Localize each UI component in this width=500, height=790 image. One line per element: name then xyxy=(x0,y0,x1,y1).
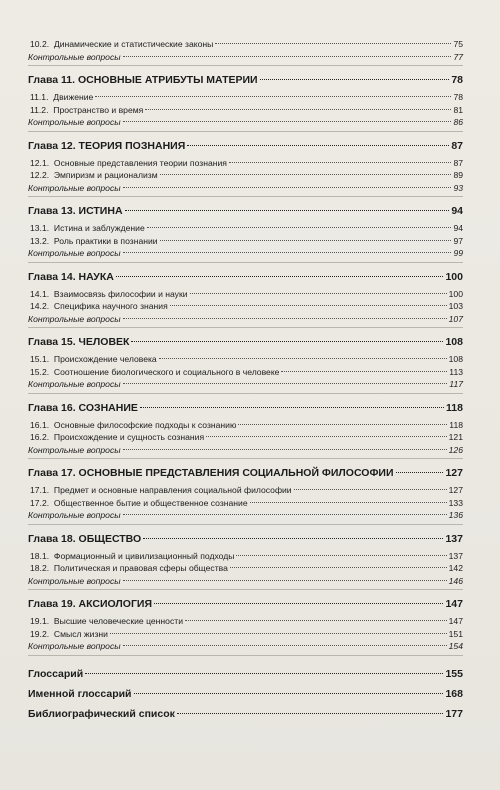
dot-leader xyxy=(160,174,452,175)
page-number: 127 xyxy=(448,485,463,495)
chapter-title: Глава 19. АКСИОЛОГИЯ xyxy=(28,598,152,610)
page-number: 108 xyxy=(445,336,463,348)
page-number: 78 xyxy=(451,74,463,86)
page-number: 118 xyxy=(449,419,463,430)
entry-title: Высшие человеческие ценности xyxy=(53,616,183,626)
entry-title: Политическая и правовая сферы общества xyxy=(53,563,228,573)
entry-number: 16.2. xyxy=(30,432,50,442)
dot-leader xyxy=(95,96,451,97)
toc-control-questions-13 xyxy=(28,247,463,260)
entry-number: 15.1. xyxy=(30,354,50,364)
toc-control-questions-19 xyxy=(28,640,463,653)
dot-leader xyxy=(396,472,444,473)
page-number: 168 xyxy=(445,687,463,700)
toc-chapter-17 xyxy=(28,465,463,481)
dot-leader xyxy=(281,371,447,372)
page-number: 108 xyxy=(448,354,463,364)
dot-leader xyxy=(236,555,446,556)
entry-title: Общественное бытие и общественное сознание xyxy=(53,497,248,508)
page-number: 146 xyxy=(448,575,463,586)
dot-leader xyxy=(190,293,447,294)
divider xyxy=(28,589,463,590)
dot-leader xyxy=(238,424,447,425)
page-number: 126 xyxy=(448,444,463,455)
toc-chapter-12 xyxy=(28,138,463,154)
entry-title: Истина и заблуждение xyxy=(53,223,145,233)
page-number: 87 xyxy=(453,157,463,168)
dot-leader xyxy=(123,187,452,188)
entry-number: 13.1. xyxy=(30,223,50,233)
page-number: 142 xyxy=(448,563,463,573)
dot-leader xyxy=(123,252,452,253)
page-number: 81 xyxy=(453,104,463,115)
dot-leader xyxy=(230,567,447,568)
toc-control-questions-16 xyxy=(28,444,463,457)
page-number: 117 xyxy=(449,379,463,389)
chapter-title: Глава 11. ОСНОВНЫЕ АТРИБУТЫ МАТЕРИИ xyxy=(28,74,258,86)
dot-leader xyxy=(154,603,443,604)
dot-leader xyxy=(143,538,443,539)
dot-leader xyxy=(206,436,447,437)
toc-control-questions-10 xyxy=(28,51,463,64)
page-number: 151 xyxy=(448,628,463,639)
dot-leader xyxy=(116,276,444,277)
toc-entry-16-2 xyxy=(28,431,463,444)
page-number: 97 xyxy=(453,235,463,246)
toc-entry-10-2 xyxy=(28,38,463,51)
divider xyxy=(28,327,463,328)
toc-entry-11-1 xyxy=(28,91,463,104)
dot-leader xyxy=(123,449,447,450)
entry-title: Контрольные вопросы xyxy=(28,510,121,520)
divider xyxy=(28,131,463,132)
entry-number: 10.2. xyxy=(30,39,50,49)
toc-entry-17-2 xyxy=(28,497,463,510)
entry-title: Библиографический список xyxy=(28,707,175,720)
entry-title: Контрольные вопросы xyxy=(28,444,121,455)
page-number: 94 xyxy=(453,223,463,233)
page-number: 154 xyxy=(448,641,463,651)
toc-entry-12-1 xyxy=(28,157,463,170)
dot-leader xyxy=(123,580,447,581)
toc-entry-12-2 xyxy=(28,169,463,182)
dot-leader xyxy=(185,620,447,621)
page-number: 133 xyxy=(448,497,463,508)
page-number: 86 xyxy=(453,117,463,127)
entry-title: Контрольные вопросы xyxy=(28,248,121,258)
page-number: 121 xyxy=(448,432,463,442)
page-number: 75 xyxy=(453,39,463,49)
page-number: 155 xyxy=(445,667,463,680)
dot-leader xyxy=(260,79,450,80)
toc-control-questions-17 xyxy=(28,509,463,522)
dot-leader xyxy=(159,358,447,359)
entry-number: 16.1. xyxy=(30,419,50,430)
page-number: 100 xyxy=(448,288,463,299)
toc-chapter-16 xyxy=(28,400,463,416)
toc-back-matter-3 xyxy=(28,706,463,722)
entry-title: Именной глоссарий xyxy=(28,687,132,700)
page-number: 177 xyxy=(445,707,463,720)
toc-chapter-11 xyxy=(28,72,463,88)
entry-number: 14.1. xyxy=(30,288,50,299)
entry-number: 18.1. xyxy=(30,550,50,561)
entry-title: Контрольные вопросы xyxy=(28,117,121,127)
toc-control-questions-12 xyxy=(28,182,463,195)
entry-title: Основные представления теории познания xyxy=(53,157,227,168)
toc-chapter-15 xyxy=(28,334,463,350)
page-number: 118 xyxy=(446,401,463,414)
page-number: 127 xyxy=(445,467,463,479)
page-number: 147 xyxy=(448,616,463,626)
page-number: 113 xyxy=(449,366,463,377)
entry-number: 15.2. xyxy=(30,366,50,377)
chapter-title: Глава 16. СОЗНАНИЕ xyxy=(28,401,138,414)
dot-leader xyxy=(123,383,448,384)
dot-leader xyxy=(131,341,443,342)
dot-leader xyxy=(123,318,447,319)
entry-title: Соотношение биологического и социального в человеке xyxy=(53,366,280,377)
divider xyxy=(28,196,463,197)
toc-chapter-19 xyxy=(28,596,463,612)
entry-number: 14.2. xyxy=(30,301,50,311)
dot-leader xyxy=(160,240,452,241)
dot-leader xyxy=(215,43,451,44)
dot-leader xyxy=(110,633,447,634)
entry-title: Формационный и цивилизационный подходы xyxy=(53,550,235,561)
toc-entry-14-1 xyxy=(28,288,463,301)
dot-leader xyxy=(187,145,449,146)
divider xyxy=(28,262,463,263)
toc-entry-18-1 xyxy=(28,550,463,563)
toc-control-questions-18 xyxy=(28,575,463,588)
entry-number: 17.2. xyxy=(30,497,50,508)
page-number: 89 xyxy=(453,170,463,180)
page-number: 93 xyxy=(453,182,463,193)
dot-leader xyxy=(147,227,452,228)
entry-title: Эмпиризм и рационализм xyxy=(53,170,158,180)
toc-entry-16-1 xyxy=(28,419,463,432)
entry-title: Предмет и основные направления социальной философии xyxy=(53,485,292,495)
page-number: 137 xyxy=(445,532,463,545)
toc-back-matter-1 xyxy=(28,666,463,682)
page-number: 77 xyxy=(453,51,463,62)
entry-title: Роль практики в познании xyxy=(53,235,158,246)
page-number: 147 xyxy=(445,598,463,610)
entry-title: Контрольные вопросы xyxy=(28,51,121,62)
entry-number: 13.2. xyxy=(30,235,50,246)
dot-leader xyxy=(134,693,444,694)
page-number: 78 xyxy=(453,92,463,102)
divider xyxy=(28,458,463,459)
toc-entry-18-2 xyxy=(28,562,463,575)
entry-title: Взаимосвязь философии и науки xyxy=(53,288,188,299)
dot-leader xyxy=(250,502,447,503)
table-of-contents xyxy=(28,38,463,726)
entry-number: 12.2. xyxy=(30,170,50,180)
divider xyxy=(28,65,463,66)
dot-leader xyxy=(85,673,443,674)
dot-leader xyxy=(123,56,452,57)
entry-title: Контрольные вопросы xyxy=(28,641,121,651)
entry-title: Контрольные вопросы xyxy=(28,313,121,324)
entry-title: Происхождение и сущность сознания xyxy=(53,432,205,442)
entry-title: Контрольные вопросы xyxy=(28,575,121,586)
entry-title: Происхождение человека xyxy=(53,354,157,364)
chapter-title: Глава 17. ОСНОВНЫЕ ПРЕДСТАВЛЕНИЯ СОЦИАЛЬНОЙ ФИЛОСОФИИ xyxy=(28,467,394,479)
dot-leader xyxy=(123,645,447,646)
page-number: 103 xyxy=(448,301,463,311)
toc-back-matter-2 xyxy=(28,686,463,702)
page-number: 137 xyxy=(448,550,463,561)
entry-title: Специфика научного знания xyxy=(53,301,168,311)
entry-title: Контрольные вопросы xyxy=(28,379,121,389)
dot-leader xyxy=(294,489,447,490)
toc-entry-19-2 xyxy=(28,628,463,641)
toc-entry-13-2 xyxy=(28,235,463,248)
entry-number: 19.2. xyxy=(30,628,50,639)
dot-leader xyxy=(125,210,450,211)
divider xyxy=(28,524,463,525)
chapter-title: Глава 15. ЧЕЛОВЕК xyxy=(28,336,130,348)
chapter-title: Глава 12. ТЕОРИЯ ПОЗНАНИЯ xyxy=(28,139,186,152)
dot-leader xyxy=(145,109,451,110)
toc-chapter-14 xyxy=(28,269,463,285)
toc-control-questions-14 xyxy=(28,313,463,326)
dot-leader xyxy=(123,514,447,515)
page-number: 107 xyxy=(448,313,463,324)
entry-number: 12.1. xyxy=(30,157,50,168)
chapter-title: Глава 13. ИСТИНА xyxy=(28,205,123,217)
toc-control-questions-15 xyxy=(28,378,463,391)
toc-entry-15-1 xyxy=(28,353,463,366)
entry-number: 11.1. xyxy=(30,92,49,102)
page-number: 100 xyxy=(445,270,463,283)
page-number: 99 xyxy=(453,248,463,258)
toc-entry-11-2 xyxy=(28,104,463,117)
entry-title: Основные философские подходы к сознанию xyxy=(53,419,237,430)
toc-entry-14-2 xyxy=(28,300,463,313)
chapter-title: Глава 14. НАУКА xyxy=(28,270,114,283)
toc-entry-13-1 xyxy=(28,222,463,235)
entry-title: Пространство и время xyxy=(53,104,144,115)
dot-leader xyxy=(140,407,444,408)
entry-title: Динамические и статистические законы xyxy=(53,39,214,49)
dot-leader xyxy=(229,162,451,163)
toc-entry-17-1 xyxy=(28,484,463,497)
divider xyxy=(28,393,463,394)
entry-number: 17.1. xyxy=(30,485,50,495)
dot-leader xyxy=(177,713,444,714)
entry-title: Смысл жизни xyxy=(53,628,108,639)
entry-title: Движение xyxy=(53,92,94,102)
toc-chapter-18 xyxy=(28,531,463,547)
page-number: 136 xyxy=(448,510,463,520)
entry-number: 11.2. xyxy=(30,104,49,115)
toc-entry-19-1 xyxy=(28,615,463,628)
dot-leader xyxy=(170,305,447,306)
chapter-title: Глава 18. ОБЩЕСТВО xyxy=(28,532,142,545)
entry-number: 19.1. xyxy=(30,616,50,626)
entry-title: Глоссарий xyxy=(28,667,84,680)
toc-control-questions-11 xyxy=(28,116,463,129)
page-number: 87 xyxy=(451,139,463,152)
toc-entry-15-2 xyxy=(28,366,463,379)
entry-title: Контрольные вопросы xyxy=(28,182,121,193)
entry-number: 18.2. xyxy=(30,563,50,573)
dot-leader xyxy=(123,121,452,122)
toc-chapter-13 xyxy=(28,203,463,219)
page-number: 94 xyxy=(451,205,463,217)
